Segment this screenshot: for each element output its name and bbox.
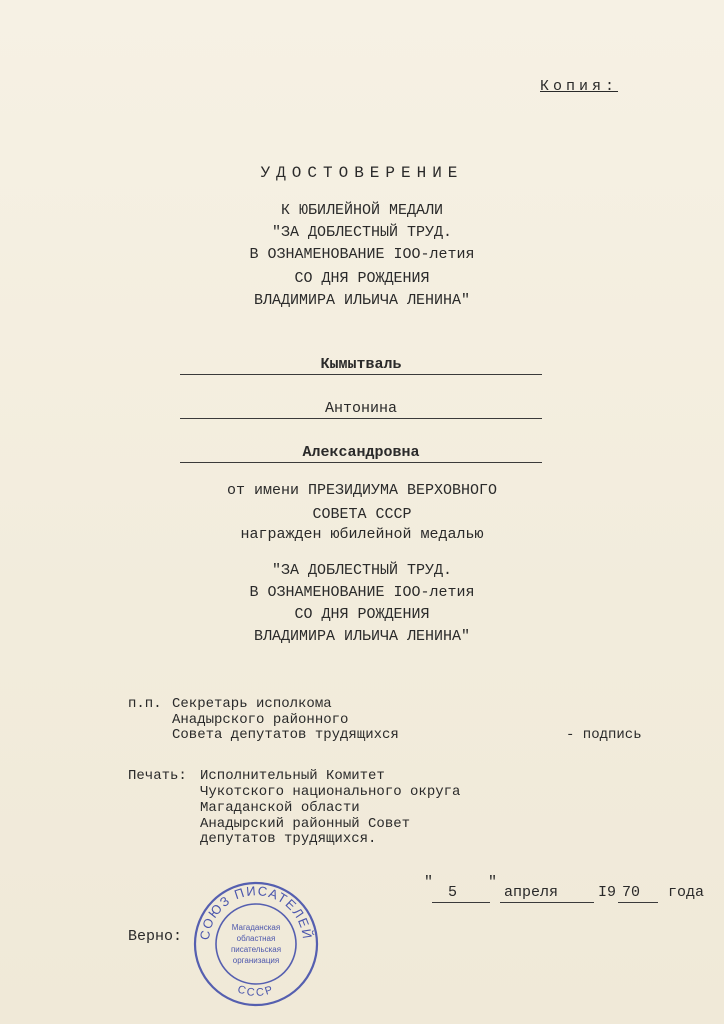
title-line-2: "ЗА ДОБЛЕСТНЫЙ ТРУД.	[271, 224, 453, 241]
date-year-suffix: 70	[622, 884, 641, 901]
award-line-1: от имени ПРЕЗИДИУМА ВЕРХОВНОГО	[226, 482, 498, 499]
stamp-outer-bottom: СССР	[235, 983, 277, 1000]
seal-line-2: Чукотского национального округа	[200, 784, 461, 800]
medal-line-2: В ОЗНАМЕНОВАНИЕ IOO-летия	[249, 584, 475, 601]
stamp-inner-line-4: организация	[232, 956, 280, 965]
title-line-3: В ОЗНАМЕНОВАНИЕ IOO-летия	[249, 246, 475, 263]
recipient-patronymic: Александровна	[302, 444, 420, 461]
award-line-3: награжден юбилейной медалью	[240, 526, 484, 543]
recipient-first-name: Антонина	[324, 400, 397, 417]
date-quote-close: "	[488, 874, 498, 891]
recipient-surname: Кымытваль	[320, 356, 402, 373]
medal-line-4: ВЛАДИМИРА ИЛЬИЧА ЛЕНИНА"	[253, 628, 471, 645]
signature-note: - подпись	[566, 727, 642, 743]
date-month: апреля	[504, 884, 559, 901]
svg-text:СОЮЗ ПИСАТЕЛЕЙ	[197, 883, 315, 941]
day-underline	[432, 902, 490, 903]
writers-union-stamp	[192, 880, 320, 1008]
month-underline	[500, 902, 594, 903]
surname-underline	[180, 374, 542, 375]
stamp-inner-line-3: писательская	[230, 945, 282, 954]
copy-label: Копия:	[540, 78, 619, 95]
seal-line-1: Исполнительный Комитет	[200, 768, 385, 784]
stamp-inner-line-1: Магаданская	[231, 923, 281, 932]
date-day: 5	[448, 884, 458, 901]
signature-line-2: Анадырского районного	[172, 712, 349, 728]
stamp-inner-line-2: областная	[236, 934, 276, 943]
date-quote-open: "	[424, 874, 434, 891]
seal-line-5: депутатов трудящихся.	[200, 831, 377, 847]
seal-line-4: Анадырский районный Совет	[200, 816, 411, 832]
medal-line-1: "ЗА ДОБЛЕСТНЫЙ ТРУД.	[271, 562, 453, 579]
seal-line-3: Магаданской области	[200, 800, 360, 816]
document-title: УДОСТОВЕРЕНИЕ	[260, 164, 464, 182]
title-line-4: СО ДНЯ РОЖДЕНИЯ	[294, 270, 430, 287]
title-line-5: ВЛАДИМИРА ИЛЬИЧА ЛЕНИНА"	[253, 292, 471, 309]
verified-label: Верно:	[128, 928, 183, 945]
date-year-word: года	[668, 884, 705, 901]
title-line-1: К ЮБИЛЕЙНОЙ МЕДАЛИ	[280, 202, 444, 219]
year-underline	[618, 902, 658, 903]
award-line-2: СОВЕТА СССР	[312, 506, 412, 523]
svg-text:СССР	[236, 983, 276, 999]
first-name-underline	[180, 418, 542, 419]
date-year-prefix: I9	[598, 884, 617, 901]
signature-line-3: Совета депутатов трудящихся	[172, 727, 399, 743]
medal-line-3: СО ДНЯ РОЖДЕНИЯ	[294, 606, 430, 623]
stamp-outer-top: СОЮЗ ПИСАТЕЛЕЙ	[196, 883, 316, 941]
patronymic-underline	[180, 462, 542, 463]
signature-prefix: п.п.	[128, 696, 162, 712]
seal-label: Печать:	[128, 768, 187, 784]
signature-line-1: Секретарь исполкома	[172, 696, 332, 712]
